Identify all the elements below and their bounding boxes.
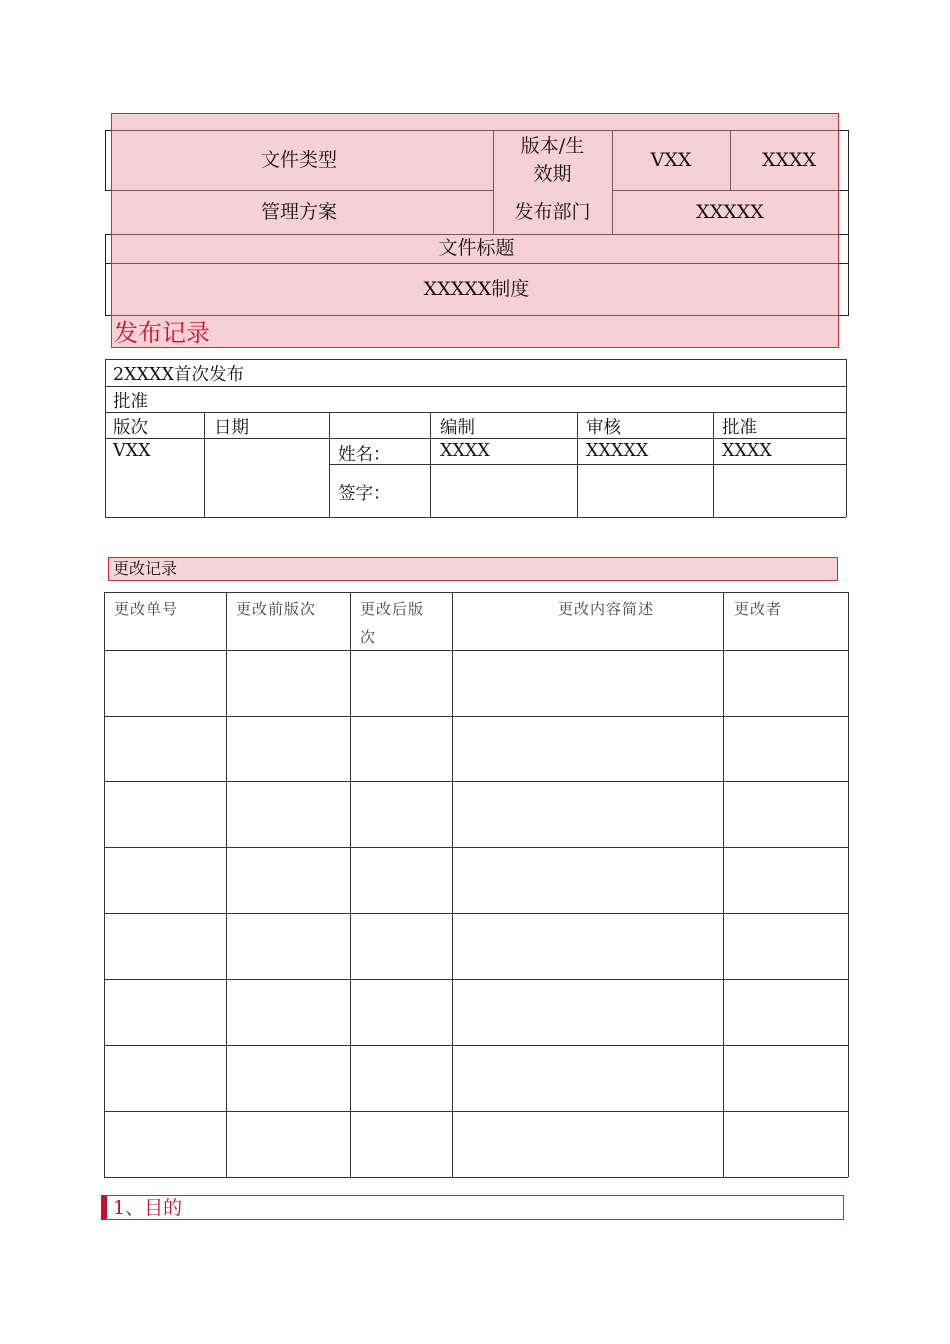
change-col-number: 更改单号 bbox=[114, 600, 179, 618]
col-approve: 批准 bbox=[722, 418, 757, 438]
change-col-author: 更改者 bbox=[734, 600, 783, 618]
section1-bar bbox=[101, 1195, 844, 1220]
section1-title: 1、目的 bbox=[113, 1197, 183, 1219]
approve-name: XXXX bbox=[722, 441, 772, 461]
version-label-line2: 效期 bbox=[533, 163, 572, 185]
col-version: 版次 bbox=[113, 418, 148, 438]
compile-name: XXXX bbox=[440, 441, 490, 461]
change-col-after-line1: 更改后版 bbox=[360, 600, 425, 618]
management-label: 管理方案 bbox=[260, 200, 337, 223]
file-type-label: 文件类型 bbox=[260, 148, 337, 171]
effective-value: XXXX bbox=[761, 148, 817, 171]
title-label: 文件标题 bbox=[438, 237, 515, 260]
approve-label: 批准 bbox=[113, 392, 148, 412]
change-section-title: 更改记录 bbox=[113, 559, 178, 578]
name-label: 姓名： bbox=[338, 445, 391, 465]
change-col-summary: 更改内容简述 bbox=[558, 600, 655, 618]
first-release: 2XXXX首次发布 bbox=[113, 365, 244, 385]
title-value: XXXXX制度 bbox=[423, 277, 530, 300]
col-review: 审核 bbox=[586, 418, 621, 438]
col-date: 日期 bbox=[214, 418, 249, 438]
version-label-line1: 版本/生 bbox=[520, 134, 585, 157]
version-label bbox=[493, 130, 612, 190]
change-section-bar bbox=[108, 557, 838, 581]
version-cell: VXX bbox=[113, 441, 151, 461]
col-compile: 编制 bbox=[440, 418, 475, 438]
dept-label: 发布部门 bbox=[514, 200, 591, 223]
sign-label: 签字： bbox=[338, 484, 391, 504]
release-section-title: 发布记录 bbox=[114, 319, 210, 347]
change-col-before: 更改前版次 bbox=[236, 600, 317, 618]
change-col-after-line2: 次 bbox=[360, 628, 377, 646]
review-name: XXXXX bbox=[586, 441, 649, 461]
version-value: VXX bbox=[650, 148, 692, 171]
dept-value: XXXXX bbox=[696, 200, 764, 223]
